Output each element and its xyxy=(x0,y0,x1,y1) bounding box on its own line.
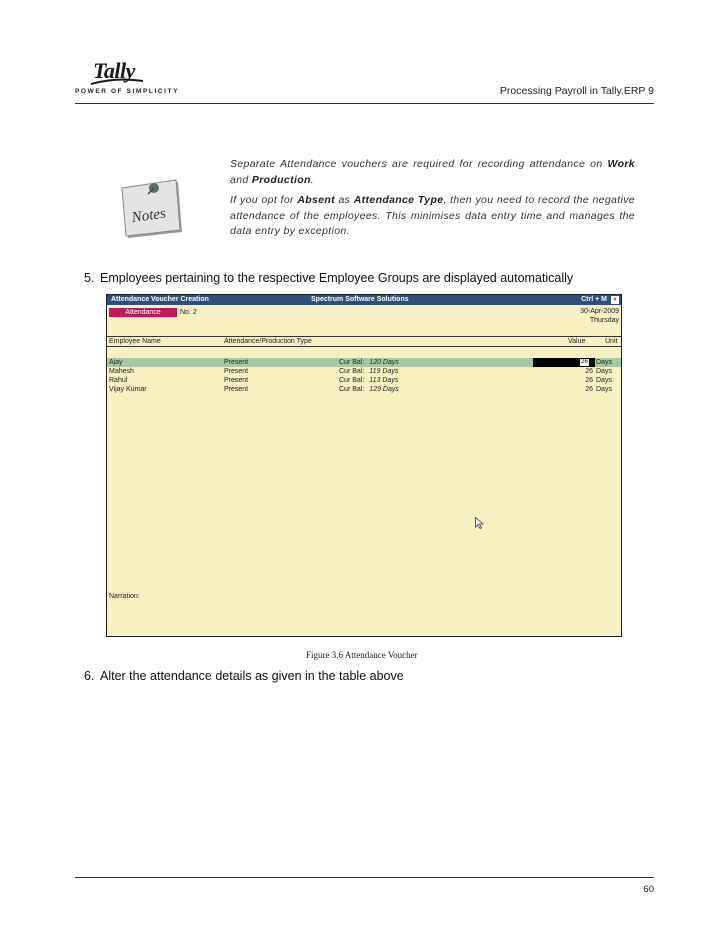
step-number: 6. xyxy=(84,669,95,683)
attendance-value[interactable]: 26 xyxy=(585,377,593,384)
cur-bal-label: Cur Bal: xyxy=(339,386,365,393)
screen-title: Attendance Voucher Creation xyxy=(111,296,209,303)
employee-name: Vijay Kumar xyxy=(109,386,147,393)
table-row[interactable] xyxy=(107,385,621,394)
table-row[interactable] xyxy=(107,376,621,385)
attendance-type[interactable]: Present xyxy=(224,359,249,366)
logo-wordmark: Tally xyxy=(93,58,135,83)
unit-label: Days xyxy=(596,368,612,375)
voucher-day: Thursday xyxy=(589,317,619,324)
note-absent-type xyxy=(230,193,635,240)
minimize-shortcut[interactable]: Ctrl + M xyxy=(581,296,607,303)
mouse-pointer-icon xyxy=(475,517,484,529)
column-header-employee-name: Employee Name xyxy=(109,338,161,345)
screen-title-bar xyxy=(107,295,621,305)
page-number: 60 xyxy=(643,884,654,895)
note1-bold-work: Work xyxy=(607,158,635,170)
footer-divider xyxy=(75,877,654,878)
narration-label[interactable]: Narration: xyxy=(109,593,140,600)
cur-bal-value: 129 Days xyxy=(369,386,399,393)
column-header-row xyxy=(107,336,621,347)
cur-bal-value: 113 Days xyxy=(369,377,399,384)
logo-tagline: POWER OF SIMPLICITY xyxy=(75,88,180,95)
close-icon[interactable]: × xyxy=(611,296,619,304)
page-header-title: Processing Payroll in Tally.ERP 9 xyxy=(499,85,654,97)
table-row[interactable] xyxy=(107,358,621,367)
current-balance xyxy=(339,358,399,367)
column-header-attendance-type: Attendance/Production Type xyxy=(224,338,312,345)
column-header-value: Value xyxy=(568,338,586,345)
unit-label: Days xyxy=(596,386,612,393)
cur-bal-value: 120 Days xyxy=(369,359,399,366)
cur-bal-label: Cur Bal: xyxy=(339,359,365,366)
current-balance xyxy=(339,385,399,394)
attendance-type[interactable]: Present xyxy=(224,368,249,375)
notes-icon-label: Notes xyxy=(130,205,167,227)
voucher-date: 30-Apr-2009 xyxy=(580,308,619,315)
note1-bold-production: Production xyxy=(251,173,311,186)
cur-bal-label: Cur Bal: xyxy=(339,377,365,384)
note2-bold-absent: Absent xyxy=(297,194,336,206)
note1-text-part: and xyxy=(230,173,252,186)
note2-text-part: If you opt for xyxy=(230,194,298,206)
current-balance xyxy=(339,367,398,376)
unit-label: Days xyxy=(596,359,612,366)
column-header-unit: Unit xyxy=(605,338,618,345)
step-5 xyxy=(84,271,573,285)
step-text: Alter the attendance details as given in the table above xyxy=(100,669,404,683)
attendance-voucher-screen xyxy=(106,294,622,637)
employee-name: Mahesh xyxy=(109,368,134,375)
tally-logo xyxy=(75,58,195,100)
note-work-production xyxy=(230,157,635,188)
note2-bold-attendance-type: Attendance Type xyxy=(353,194,444,206)
unit-label: Days xyxy=(596,377,612,384)
note1-text-part: . xyxy=(310,173,315,186)
employee-name: Ajay xyxy=(109,359,123,366)
voucher-type-badge: Attendance xyxy=(109,308,177,317)
step-6 xyxy=(84,669,404,683)
employee-name: Rahul xyxy=(109,377,128,384)
step-text: Employees pertaining to the respective Employee Groups are displayed automatically xyxy=(100,271,574,285)
attendance-type[interactable]: Present xyxy=(224,377,249,384)
voucher-number: No. 2 xyxy=(180,309,197,316)
logo-swoosh-icon xyxy=(89,78,145,86)
value-input[interactable]: 26 xyxy=(581,359,588,365)
note2-text-part: as xyxy=(335,194,354,206)
cur-bal-label: Cur Bal: xyxy=(339,368,365,375)
voucher-date-block[interactable] xyxy=(580,307,619,325)
attendance-value[interactable]: 26 xyxy=(585,368,593,375)
attendance-value[interactable]: 26 xyxy=(585,386,593,393)
current-balance xyxy=(339,376,398,385)
note1-text-part: Separate Attendance vouchers are required for recording attendance on xyxy=(230,158,608,170)
notes-icon xyxy=(118,178,184,240)
table-row[interactable] xyxy=(107,367,621,376)
step-number: 5. xyxy=(84,271,95,285)
figure-caption: Figure 3.6 Attendance Voucher xyxy=(306,650,418,660)
company-name: Spectrum Software Solutions xyxy=(311,296,409,303)
cur-bal-value: 119 Days xyxy=(369,368,399,375)
header-divider xyxy=(75,103,654,104)
attendance-type[interactable]: Present xyxy=(224,386,249,393)
note2-text-part: , then you need to record the negative attendance of the employees. This minimises data entry time and manages the data entry by exception. xyxy=(230,194,635,237)
